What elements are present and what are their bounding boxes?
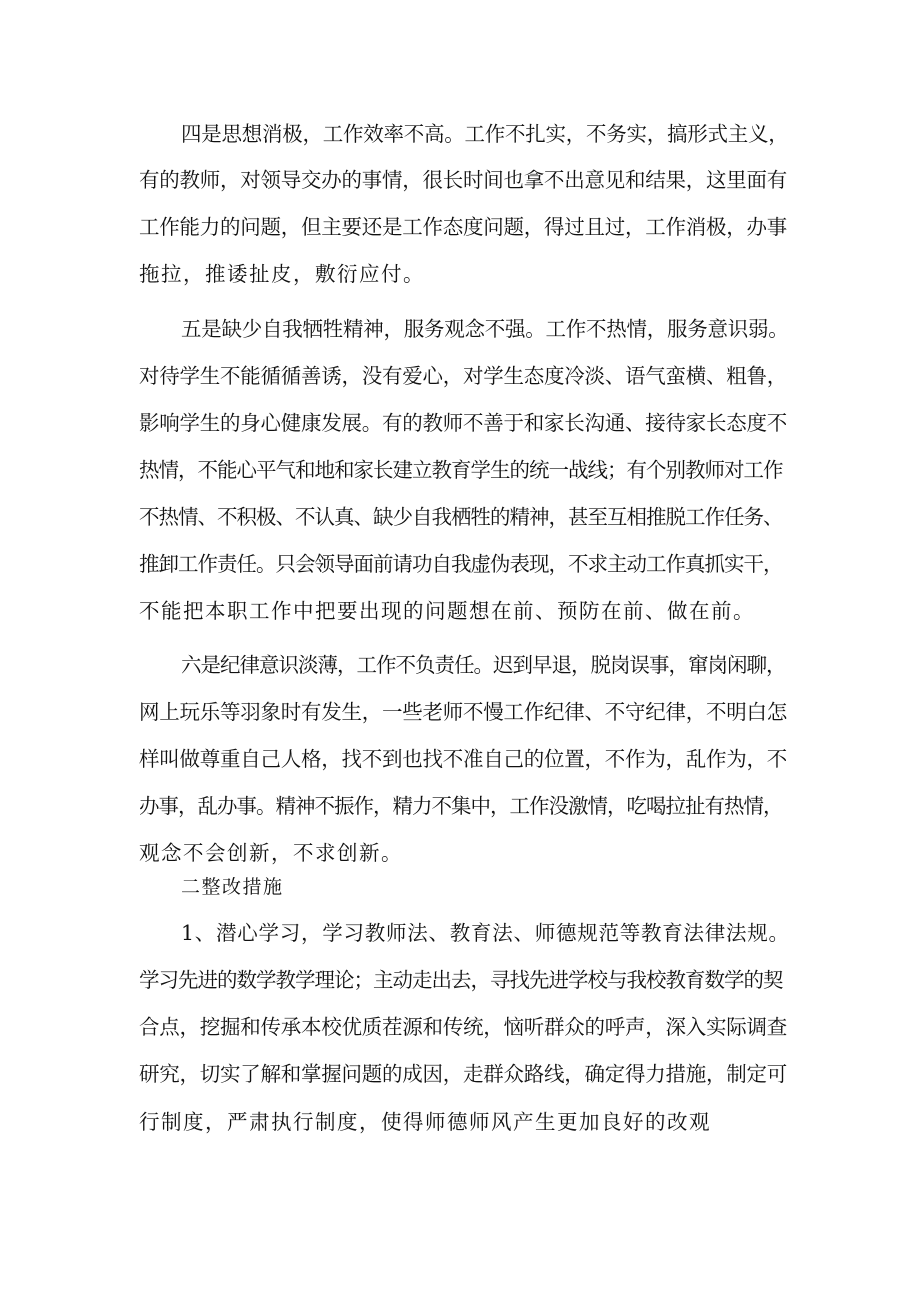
paragraph-line: 行制度，严肃执行制度，使得师德师风产生更加良好的改观 xyxy=(139,1110,711,1134)
paragraph-line: 不能把本职工作中把要出现的问题想在前、预防在前、做在前。 xyxy=(139,599,755,623)
paragraph-line: 热情，不能心平气和地和家长建立教育学生的统一战线；有个别教师对工作 xyxy=(139,458,783,482)
paragraph-line: 观念不会创新，不求创新。 xyxy=(139,841,403,865)
paragraph-line: 研究，切实了解和掌握问题的成因，走群众路线，确定得力措施，制定可 xyxy=(139,1062,787,1086)
paragraph-line: 拖拉，推诿扯皮，敷衍应付。 xyxy=(139,262,425,286)
paragraph-line: 影响学生的身心健康发展。有的教师不善于和家长沟通、接待家长态度不 xyxy=(139,411,787,435)
paragraph-line: 六是纪律意识淡薄，工作不负责任。迟到早退，脱岗误事，窜岗闲聊， xyxy=(181,653,786,677)
paragraph-line: 1、潜心学习，学习教师法、教育法、师德规范等教育法律法规。 xyxy=(181,921,790,945)
paragraph-line: 样叫做尊重自己人格，找不到也找不准自己的位置，不作为，乱作为，不 xyxy=(139,747,787,771)
paragraph-line: 五是缺少自我牺牲精神，服务观念不强。工作不热情，服务意识弱。 xyxy=(181,317,789,341)
paragraph-line: 办事，乱办事。精神不振作，精力不集中，工作没激情，吃喝拉扯有热情， xyxy=(139,794,783,818)
paragraph-line: 网上玩乐等羽象时有发生，一些老师不慢工作纪律、不守纪律，不明白怎 xyxy=(139,700,787,724)
paragraph-line: 工作能力的问题，但主要还是工作态度问题，得过且过，工作消极，办事 xyxy=(139,215,787,239)
paragraph-line: 合点，挖掘和传承本校优质茬源和传统，恼听群众的呼声，深入实际调查 xyxy=(139,1015,787,1039)
paragraph-line: 四是思想消极，工作效率不高。工作不扎实，不务实，搞形式主义， xyxy=(181,122,789,146)
paragraph-line: 对待学生不能循循善诱，没有爱心，对学生态度冷淡、语气蛮横、粗鲁， xyxy=(139,364,787,388)
paragraph-line: 推卸工作责任。只会领导面前请功自我虚伪表现，不求主动工作真抓实干， xyxy=(139,552,783,576)
section-heading: 二整改措施 xyxy=(181,876,284,898)
paragraph-line: 不热情、不积极、不认真、缺少自我栖牲的精神，甚至互相推脱工作任务、 xyxy=(139,505,783,529)
paragraph-line: 有的教师，对领导交办的事情，很长时间也拿不出意见和结果，这里面有 xyxy=(139,168,787,192)
paragraph-line: 学习先进的数学教学理论；主动走出去，寻找先进学校与我校教育数学的契 xyxy=(139,968,783,992)
